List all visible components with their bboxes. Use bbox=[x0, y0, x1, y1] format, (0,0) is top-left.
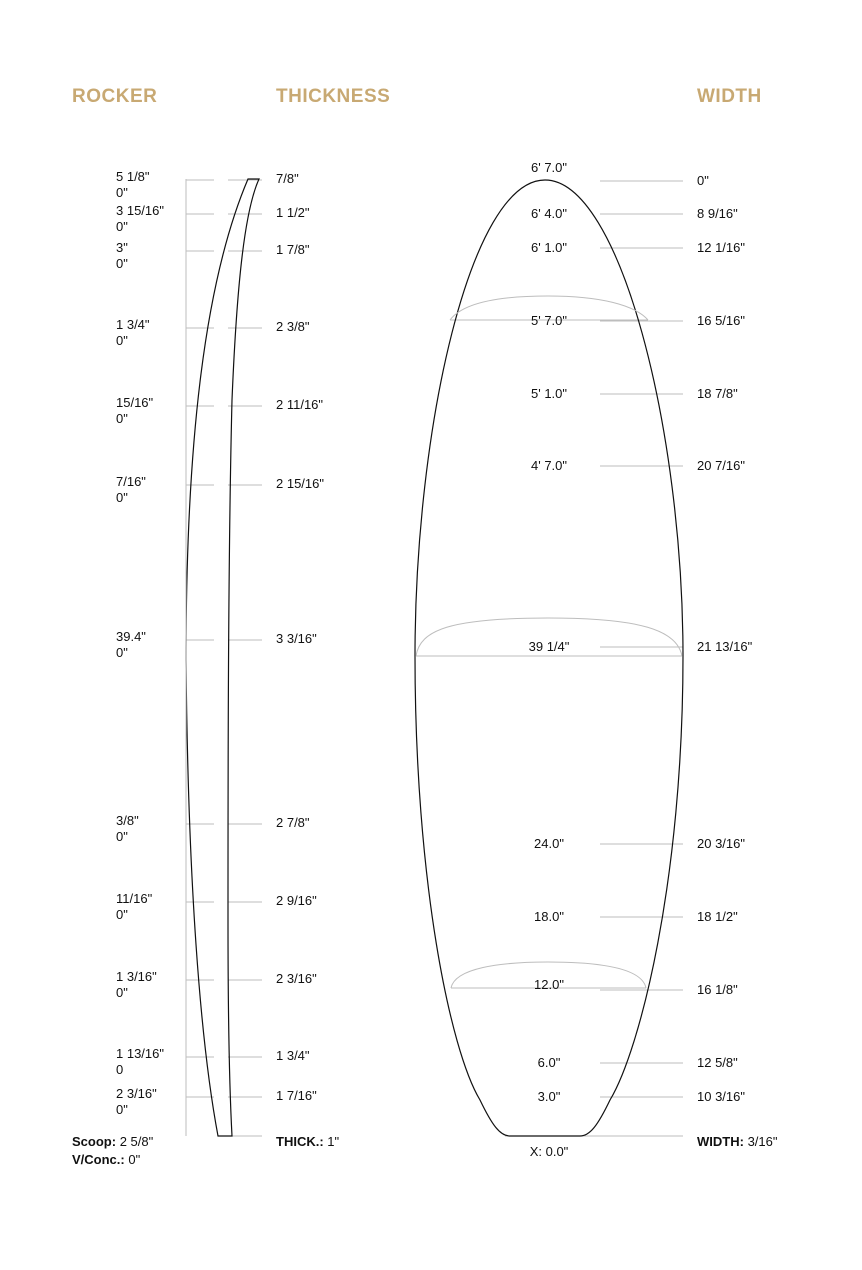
concave-value: 0" bbox=[116, 219, 128, 234]
width-header: WIDTH bbox=[697, 86, 762, 107]
width-value: 10 3/16" bbox=[697, 1089, 745, 1104]
width-value: 18 1/2" bbox=[697, 909, 738, 924]
rocker-value: 1 3/4" bbox=[116, 317, 150, 332]
station-value: 5' 1.0" bbox=[530, 386, 568, 401]
station-value: 6' 7.0" bbox=[530, 160, 568, 175]
x-readout: X: 0.0" bbox=[529, 1144, 569, 1159]
rocker-value: 11/16" bbox=[116, 891, 153, 906]
width-value: 8 9/16" bbox=[697, 206, 738, 221]
station-value: 24.0" bbox=[534, 836, 564, 851]
thickness-value: 1 1/2" bbox=[276, 205, 310, 220]
thick-readout bbox=[276, 1133, 339, 1150]
width-value: 21 13/16" bbox=[697, 639, 753, 654]
concave-value: 0" bbox=[116, 829, 128, 844]
thickness-value: 2 7/8" bbox=[276, 815, 310, 830]
station-value: 5' 7.0" bbox=[530, 313, 568, 328]
rocker-value: 3 15/16" bbox=[116, 203, 164, 218]
scoop-label: Scoop: bbox=[72, 1134, 117, 1149]
thickness-value: 1 7/16" bbox=[276, 1088, 317, 1103]
width-value: 16 1/8" bbox=[697, 982, 738, 997]
vconc-value: 0" bbox=[128, 1152, 141, 1167]
width-value: 20 7/16" bbox=[697, 458, 745, 473]
station-value: 6' 1.0" bbox=[530, 240, 568, 255]
width-value: 20 3/16" bbox=[697, 836, 745, 851]
station-value: 18.0" bbox=[534, 909, 564, 924]
thickness-value: 2 15/16" bbox=[276, 476, 324, 491]
width-value: 16 5/16" bbox=[697, 313, 745, 328]
width-value: 12 5/8" bbox=[697, 1055, 738, 1070]
thickness-value: 1 3/4" bbox=[276, 1048, 310, 1063]
thickness-value: 3 3/16" bbox=[276, 631, 317, 646]
scoop-readout bbox=[72, 1133, 153, 1150]
concave-value: 0" bbox=[116, 985, 128, 1000]
station-value: 4' 7.0" bbox=[530, 458, 568, 473]
concave-value: 0" bbox=[116, 333, 128, 348]
vconc-label: V/Conc.: bbox=[72, 1152, 125, 1167]
concave-value: 0" bbox=[116, 490, 128, 505]
vconc-readout bbox=[72, 1151, 140, 1168]
width-readout bbox=[697, 1133, 777, 1150]
thickness-value: 2 3/8" bbox=[276, 319, 310, 334]
station-value: 39 1/4" bbox=[528, 639, 570, 654]
thick-label: THICK.: bbox=[276, 1134, 324, 1149]
concave-value: 0" bbox=[116, 411, 128, 426]
station-value: 12.0" bbox=[534, 977, 564, 992]
thickness-value: 7/8" bbox=[276, 171, 299, 186]
station-value: 3.0" bbox=[537, 1089, 561, 1104]
rocker-side-profile bbox=[186, 179, 259, 1136]
width-value: 0" bbox=[697, 173, 709, 188]
rocker-value: 3/8" bbox=[116, 813, 139, 828]
guide-lines bbox=[186, 180, 683, 1136]
rocker-value: 7/16" bbox=[116, 474, 146, 489]
rocker-value: 39.4" bbox=[116, 629, 146, 644]
rocker-value: 15/16" bbox=[116, 395, 154, 410]
rocker-value: 5 1/8" bbox=[116, 169, 150, 184]
rocker-value: 2 3/16" bbox=[116, 1086, 157, 1101]
rocker-value: 1 13/16" bbox=[116, 1046, 164, 1061]
concave-value: 0" bbox=[116, 907, 128, 922]
station-value: 6.0" bbox=[537, 1055, 561, 1070]
concave-value: 0 bbox=[116, 1062, 124, 1077]
concave-value: 0" bbox=[116, 1102, 128, 1117]
concave-value: 0" bbox=[116, 185, 128, 200]
scoop-value: 2 5/8" bbox=[119, 1134, 154, 1149]
concave-value: 0" bbox=[116, 256, 128, 271]
station-value: 6' 4.0" bbox=[530, 206, 568, 221]
thickness-value: 2 11/16" bbox=[276, 397, 324, 412]
width-label: WIDTH: bbox=[697, 1134, 744, 1149]
thick-value: 1" bbox=[327, 1134, 340, 1149]
thickness-value: 1 7/8" bbox=[276, 242, 310, 257]
width-value: 18 7/8" bbox=[697, 386, 738, 401]
rocker-value: 1 3/16" bbox=[116, 969, 157, 984]
concave-value: 0" bbox=[116, 645, 128, 660]
thickness-value: 2 9/16" bbox=[276, 893, 317, 908]
thickness-value: 2 3/16" bbox=[276, 971, 317, 986]
rocker-value: 3" bbox=[116, 240, 128, 255]
thickness-header: THICKNESS bbox=[276, 86, 391, 107]
rocker-header: ROCKER bbox=[72, 86, 158, 107]
width-value: 3/16" bbox=[747, 1134, 778, 1149]
width-value: 12 1/16" bbox=[697, 240, 745, 255]
